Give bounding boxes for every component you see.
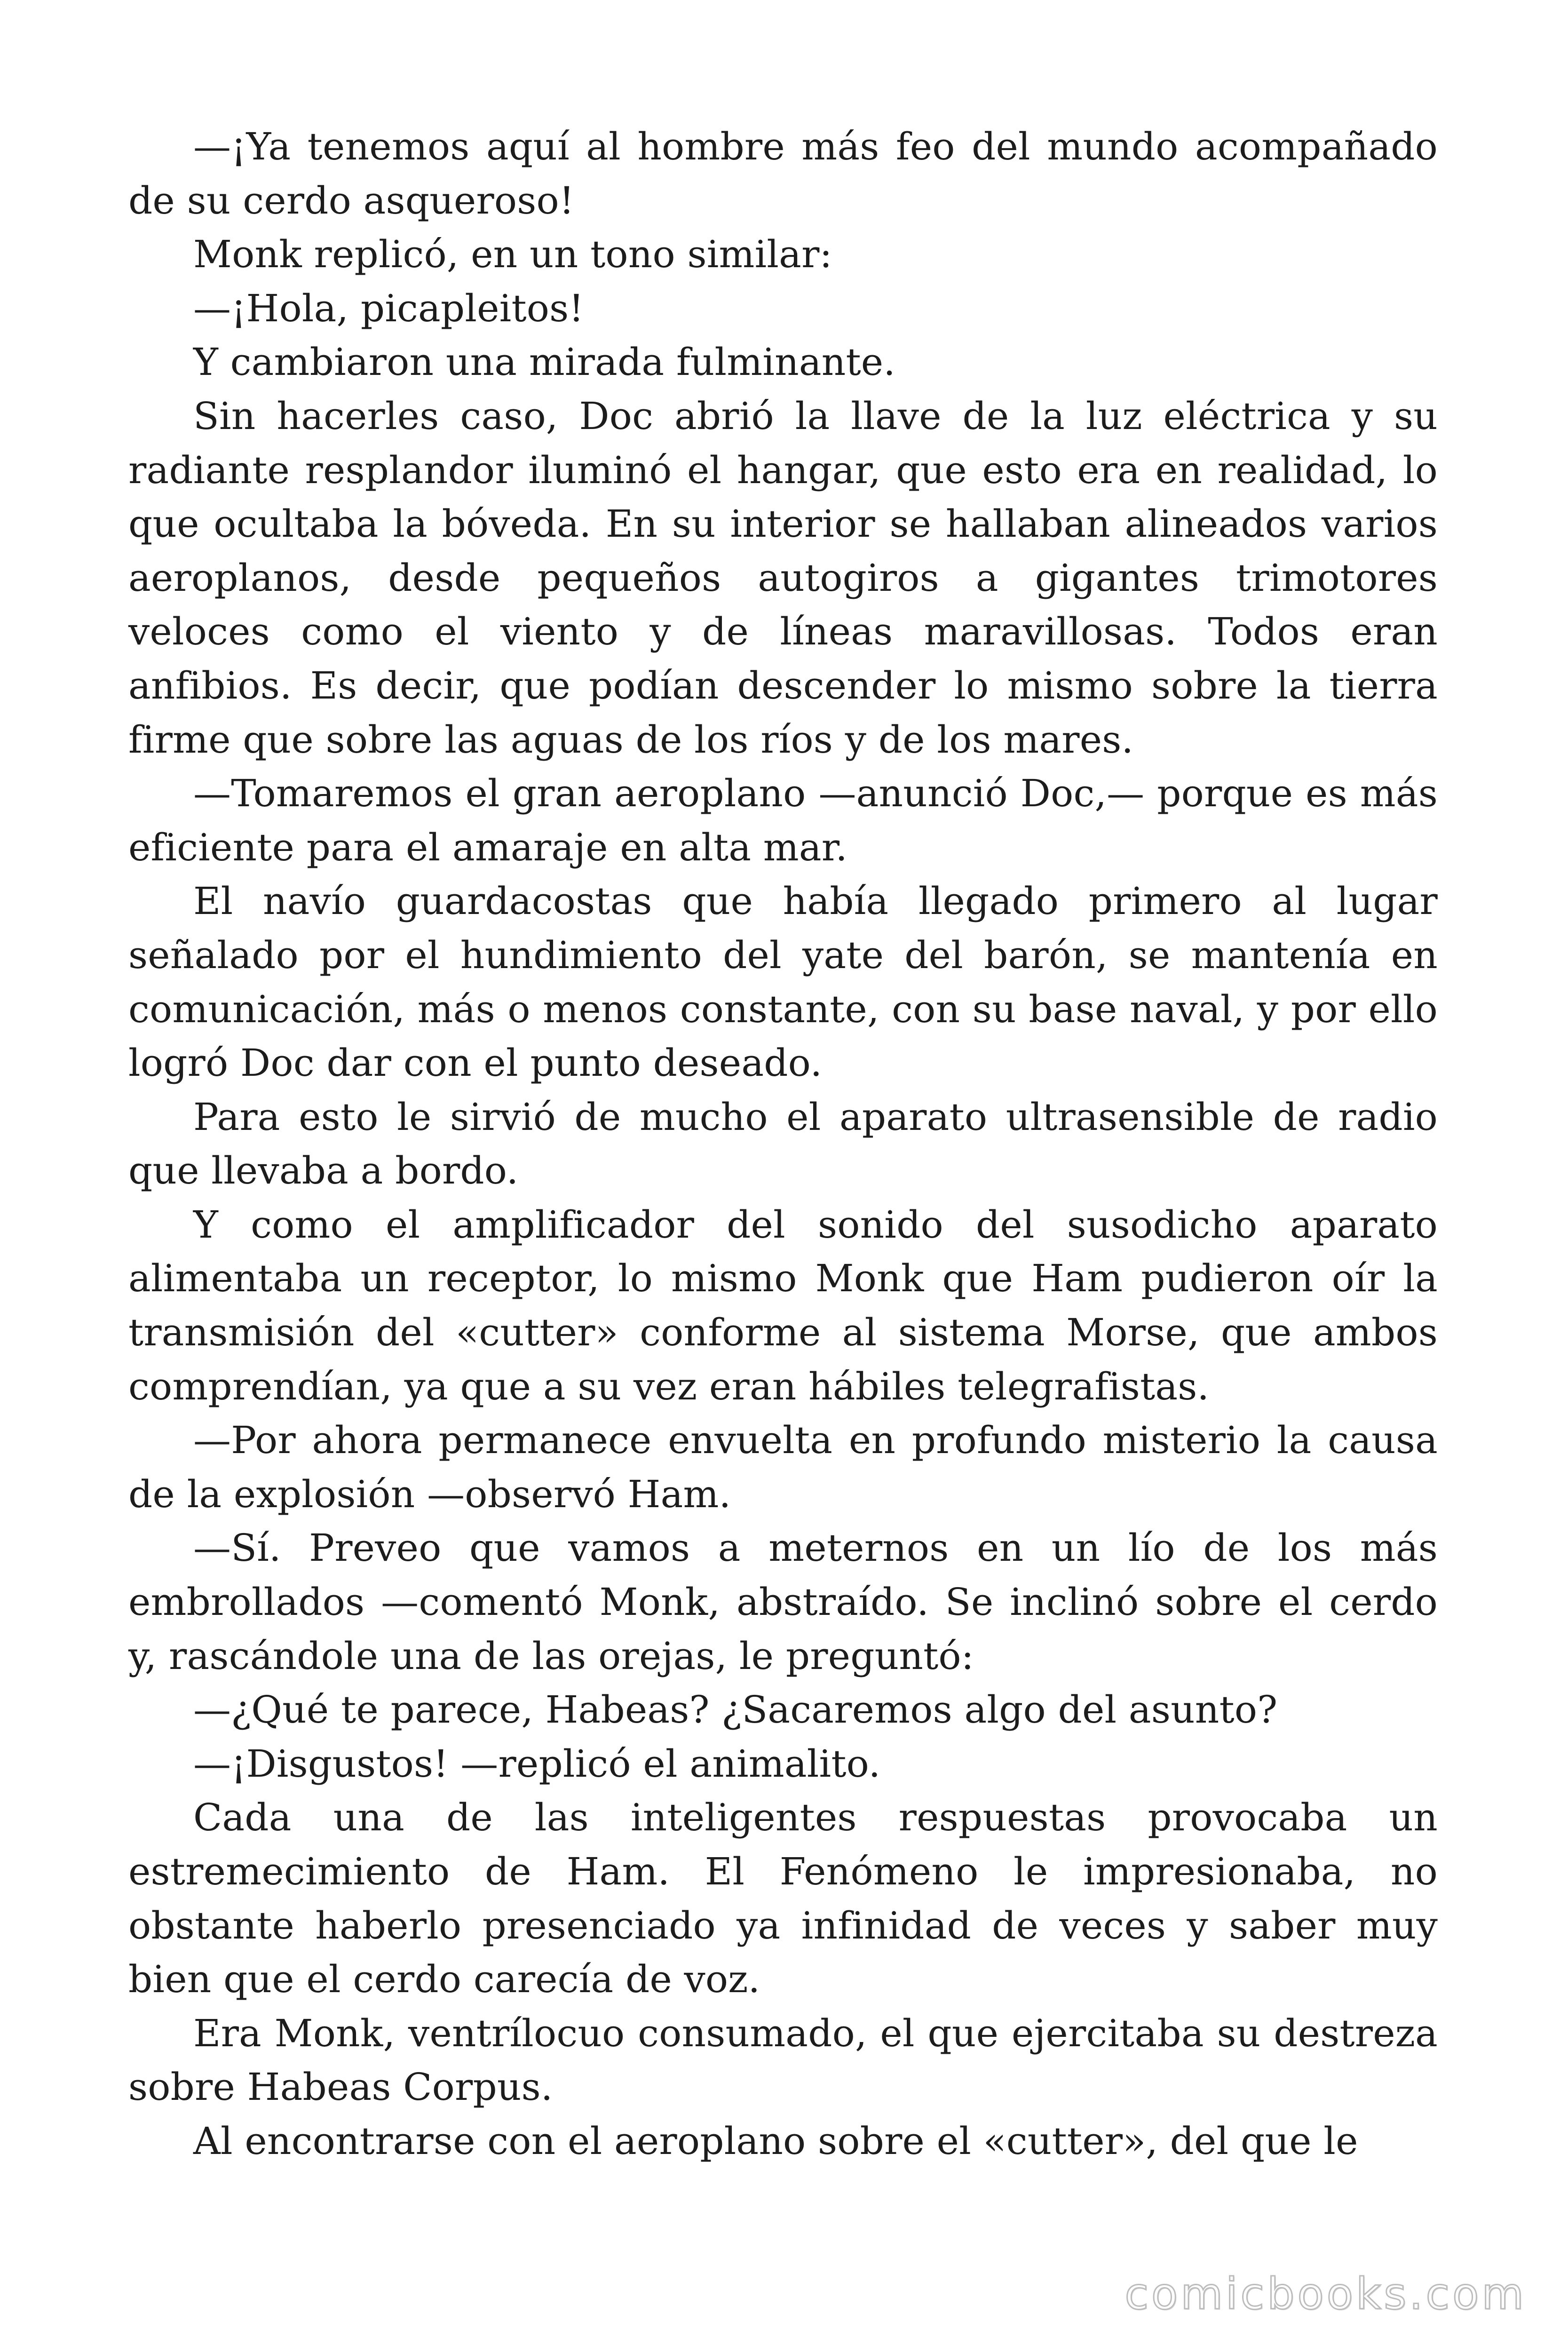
body-text bbox=[128, 120, 1438, 2169]
paragraph: Y cambiaron una mirada fulminante. bbox=[193, 340, 895, 384]
paragraph: Al encontrarse con el aeroplano sobre el «cutter», del que le bbox=[193, 2119, 1358, 2163]
paragraph: Para esto le sirvió de mucho el aparato ultrasensible de radio que llevaba a bordo. bbox=[128, 1095, 1438, 1193]
watermark: comicbooks.com bbox=[1125, 2269, 1527, 2319]
paragraph: El navío guardacostas que había llegado primero al lugar señalado por el hundimiento del yate del barón, se mantenía en comunicación, más o menos constante, con su base naval, y por ello logró Doc dar con el punto deseado. bbox=[128, 879, 1438, 1085]
paragraph: —¡Ya tenemos aquí al hombre más feo del mundo acompañado de su cerdo asqueroso! bbox=[128, 125, 1438, 222]
paragraph: Sin hacerles caso, Doc abrió la llave de la luz eléctrica y su radiante resplandor iluminó el hangar, que esto era en realidad, lo que ocultaba la bóveda. En su interior se hallaban alineados varios aeroplanos, desde pequeños autogiros a gigantes trimotores veloces como el viento y de líneas maravillosas. Todos eran anfibios. Es decir, que podían descender lo mismo sobre la tierra firme que sobre las aguas de los ríos y de los mares. bbox=[128, 394, 1438, 762]
paragraph: —Tomaremos el gran aeroplano —anunció Doc,— porque es más eficiente para el amaraje en alta mar. bbox=[128, 771, 1438, 869]
paragraph: Era Monk, ventrílocuo consumado, el que ejercitaba su destreza sobre Habeas Corpus. bbox=[128, 2011, 1438, 2109]
paragraph: Y como el amplificador del sonido del susodicho aparato alimentaba un receptor, lo mismo Monk que Ham pudieron oír la transmisión del «cutter» conforme al sistema Morse, que ambos comprendían, ya que a su vez eran hábiles telegrafistas. bbox=[128, 1202, 1438, 1408]
paragraph: —¡Disgustos! —replicó el animalito. bbox=[193, 1741, 881, 1786]
paragraph: —¡Hola, picapleitos! bbox=[193, 286, 584, 330]
paragraph: Cada una de las inteligentes respuestas provocaba un estremecimiento de Ham. El Fenómeno le impresionaba, no obstante haberlo presenciado ya infinidad de veces y saber muy bien que el cerdo carecía de voz. bbox=[128, 1796, 1438, 2002]
paragraph: —Sí. Preveo que vamos a meternos en un lío de los más embrollados —comentó Monk, abstraído. Se inclinó sobre el cerdo y, rascándole una de las orejas, le preguntó: bbox=[128, 1526, 1438, 1678]
paragraph: —Por ahora permanece envuelta en profundo misterio la causa de la explosión —observó Ham. bbox=[128, 1418, 1438, 1516]
paragraph: —¿Qué te parece, Habeas? ¿Sacaremos algo del asunto? bbox=[193, 1688, 1278, 1732]
paragraph: Monk replicó, en un tono similar: bbox=[193, 232, 832, 277]
